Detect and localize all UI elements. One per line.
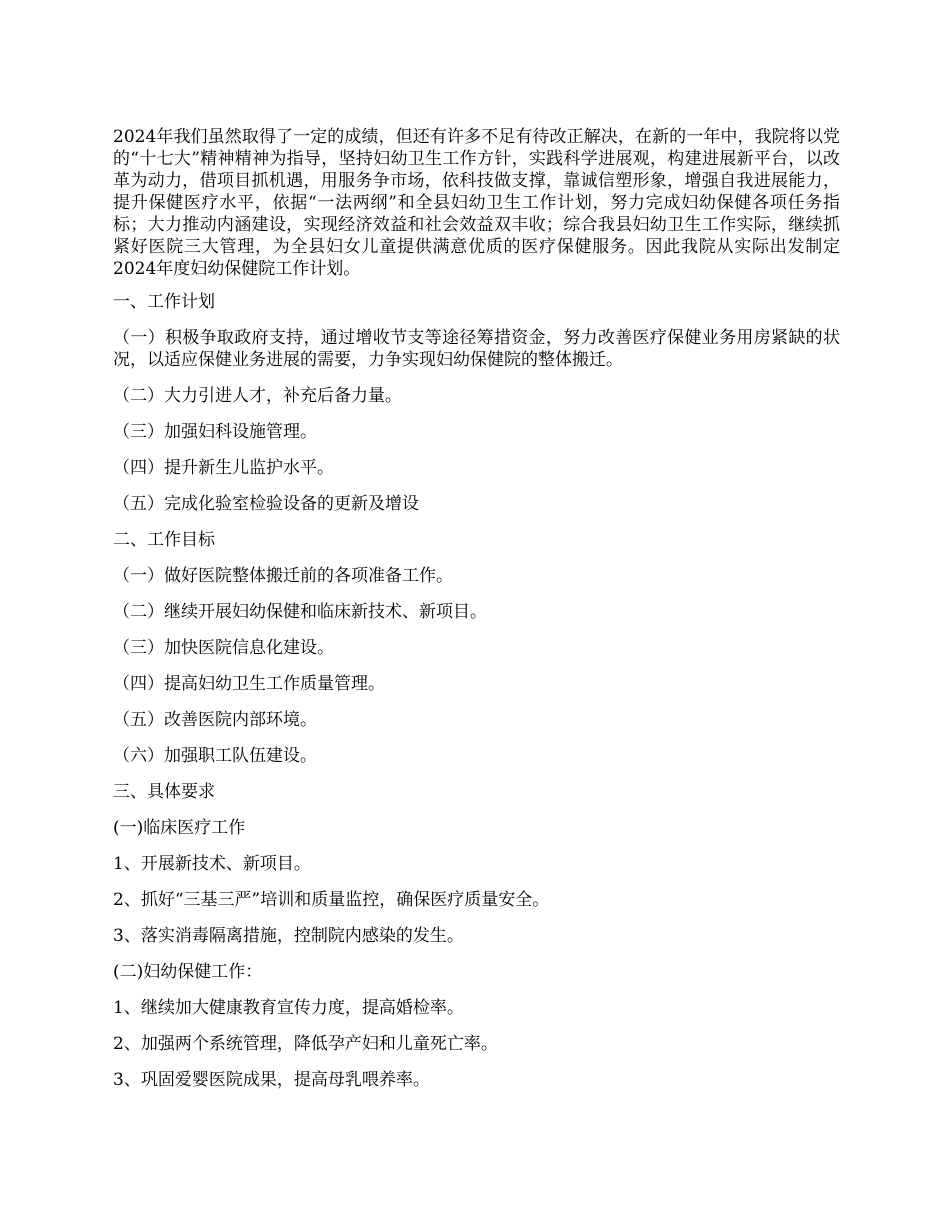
goal-item-4: （四）提高妇幼卫生工作质量管理。 xyxy=(113,674,385,694)
maternal-child-item-1: 1、继续加大健康教育宣传力度，提高婚检率。 xyxy=(113,998,464,1018)
maternal-child-item-3: 3、巩固爱婴医院成果，提高母乳喂养率。 xyxy=(113,1070,430,1090)
subsection-heading-maternal-child: (二)妇幼保健工作： xyxy=(113,962,263,982)
goal-item-2: （二）继续开展妇幼保健和临床新技术、新项目。 xyxy=(113,602,487,622)
section-heading-work-goals: 二、工作目标 xyxy=(113,530,215,550)
section-heading-work-plan: 一、工作计划 xyxy=(113,292,215,312)
document-body xyxy=(113,126,840,1105)
clinical-item-3: 3、落实消毒隔离措施，控制院内感染的发生。 xyxy=(113,926,464,946)
subsection-heading-clinical: (一)临床医疗工作 xyxy=(113,818,246,838)
goal-item-1: （一）做好医院整体搬迁前的各项准备工作。 xyxy=(113,566,453,586)
goal-item-6: （六）加强职工队伍建设。 xyxy=(113,746,317,766)
plan-item-2: （二）大力引进人才，补充后备力量。 xyxy=(113,386,402,406)
plan-item-5: （五）完成化验室检验设备的更新及增设 xyxy=(113,494,419,514)
goal-item-3: （三）加快医院信息化建设。 xyxy=(113,638,334,658)
section-heading-requirements: 三、具体要求 xyxy=(113,782,215,802)
clinical-item-2: 2、抓好“三基三严”培训和质量监控，确保医疗质量安全。 xyxy=(113,890,550,910)
intro-paragraph: 2024年我们虽然取得了一定的成绩，但还有许多不足有待改正解决，在新的一年中，我院将以党的“十七大”精神精神为指导，坚持妇幼卫生工作方针，实践科学进展观，构建进展新平台，以改革为动力，借项目抓机遇，用服务争市场，依科技做支撑，靠诚信塑形象，增强自我进展能力，提升保健医疗水平，依据“一法两纲”和全县妇幼卫生工作计划，努力完成妇幼保健各项任务指标；大力推动内涵建设，实现经济效益和社会效益双丰收；综合我县妇幼卫生工作实际，继续抓紧好医院三大管理，为全县妇女儿童提供满意优质的医疗保健服务。因此我院从实际出发制定2024年度妇幼保健院工作计划。 xyxy=(113,127,840,279)
plan-item-1: （一）积极争取政府支持，通过增收节支等途径筹措资金，努力改善医疗保健业务用房紧缺的状况，以适应保健业务进展的需要，力争实现妇幼保健院的整体搬迁。 xyxy=(113,328,840,370)
clinical-item-1: 1、开展新技术、新项目。 xyxy=(113,854,311,874)
plan-item-4: （四）提升新生儿监护水平。 xyxy=(113,458,334,478)
maternal-child-item-2: 2、加强两个系统管理，降低孕产妇和儿童死亡率。 xyxy=(113,1034,498,1054)
plan-item-3: （三）加强妇科设施管理。 xyxy=(113,422,317,442)
goal-item-5: （五）改善医院内部环境。 xyxy=(113,710,317,730)
